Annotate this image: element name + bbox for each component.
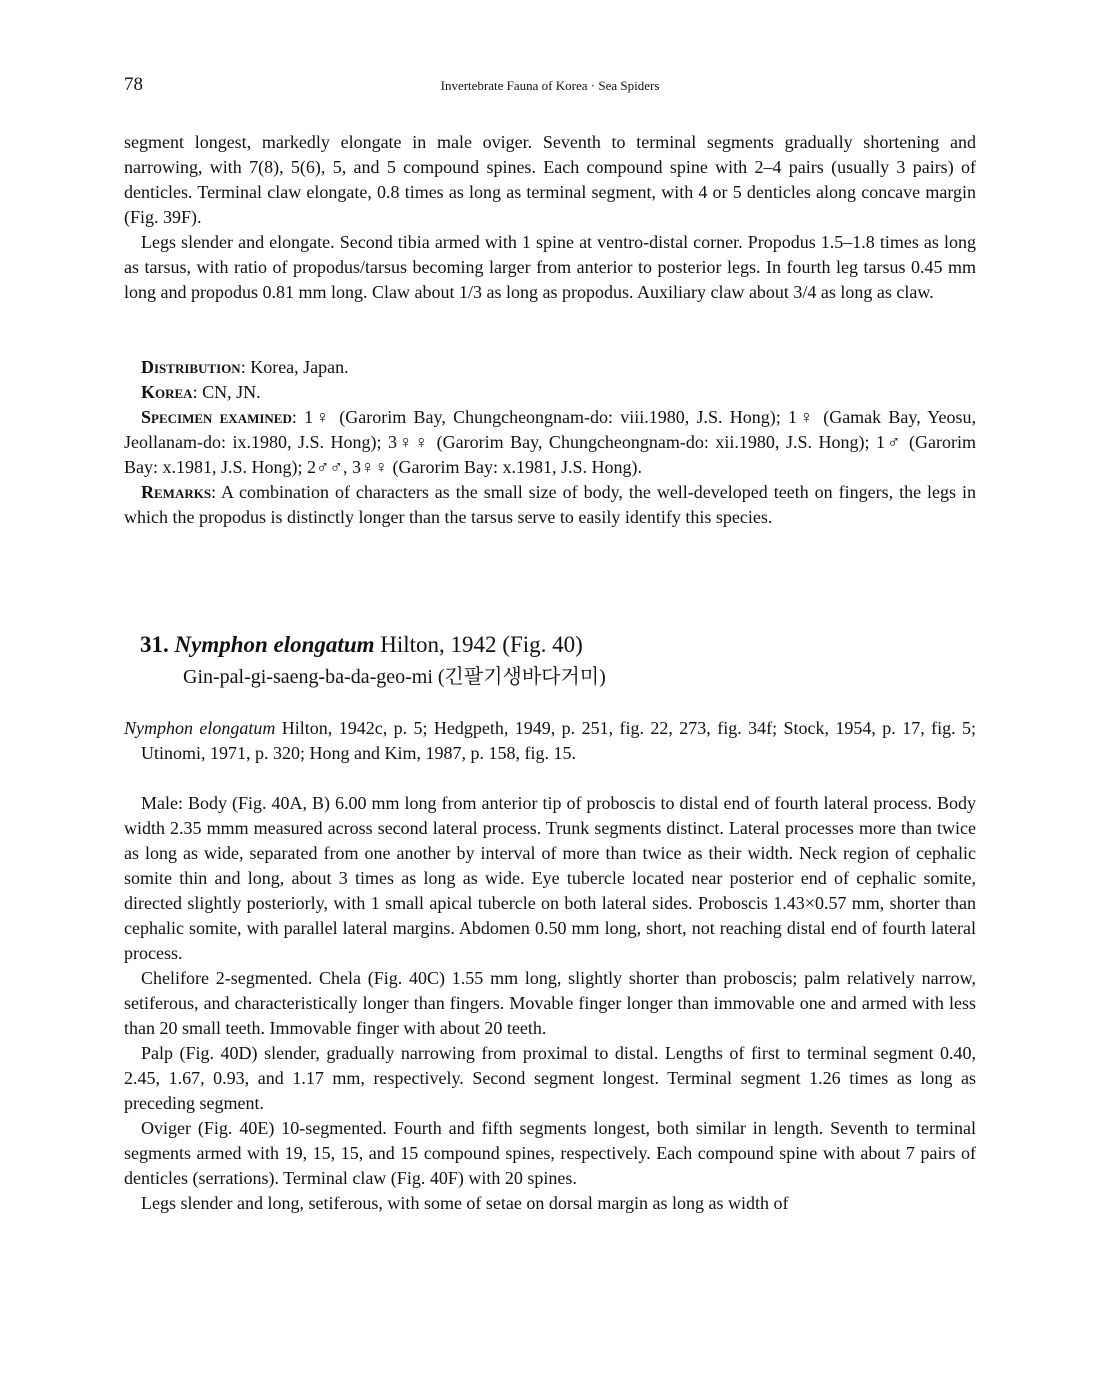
male-body-paragraph: Male: Body (Fig. 40A, B) 6.00 mm long from anterior tip of proboscis to distal end of fourth lateral process. Body width 2.35 mmm measured across second lateral process. Trunk segments distinct. Lateral processes more than twice as long as wide, separated from one another by interval of more than twice as their width. Neck region of cephalic somite thin and long, about 3 times as long as wide. Eye tubercle located near posterior end of cephalic somite, directed slightly posteriorly, with 1 small apical tubercle on both lateral sides. Proboscis 1.43×0.57 mm, shorter than cephalic somite, with parallel lateral margins. Abdomen 0.50 mm long, short, not reaching distal end of fourth lateral process.: [124, 793, 976, 963]
chelifore-paragraph: Chelifore 2-segmented. Chela (Fig. 40C) 1.55 mm long, slightly shorter than proboscis; palm relatively narrow, setiferous, and characteristically longer than fingers. Movable finger longer than immovable one and armed with less than 20 small teeth. Immovable finger with about 20 teeth.: [124, 968, 976, 1038]
distribution-label: Distribution: [141, 357, 241, 377]
specimen-line: [124, 405, 976, 480]
korea-text: : CN, JN.: [192, 382, 261, 402]
species-heading: [140, 630, 583, 660]
remarks-label: Remarks: [141, 482, 212, 502]
records-section: [124, 355, 976, 530]
distribution-line: [124, 355, 976, 380]
oviger-paragraph: segment longest, markedly elongate in male oviger. Seventh to terminal segments gradually shortening and narrowing, with 7(8), 5(6), 5, and 5 compound spines. Each compound spine with 2–4 pairs (usually 3 pairs) of denticles. Terminal claw elongate, 0.8 times as long as terminal segment, with 4 or 5 denticles along concave margin (Fig. 39F).: [124, 132, 976, 227]
remarks-text: : A combination of characters as the small size of body, the well-developed teeth on fingers, the legs in which the propodus is distinctly longer than the tarsus serve to easily identify this species.: [124, 482, 976, 527]
korean-common-name: Gin-pal-gi-saeng-ba-da-geo-mi (긴팔기생바다거미): [183, 666, 606, 688]
species-name: Nymphon elongatum: [174, 632, 375, 657]
oviger-description-paragraph: Oviger (Fig. 40E) 10-segmented. Fourth and fifth segments longest, both similar in length. Seventh to terminal segments armed with 19, 15, 15, and 15 compound spines, respectively. Each compound spine with about 7 pairs of denticles (serrations). Terminal claw (Fig. 40F) with 20 spines.: [124, 1118, 976, 1188]
legs-description-paragraph: Legs slender and long, setiferous, with some of setae on dorsal margin as long as width of: [141, 1193, 789, 1213]
synonymy-entry: [124, 716, 976, 766]
synonymy-name: Nymphon elongatum: [124, 718, 276, 738]
running-head: Invertebrate Fauna of Korea · Sea Spiders: [440, 78, 660, 93]
distribution-text: : Korea, Japan.: [240, 357, 349, 377]
synonymy-text: Hilton, 1942c, p. 5; Hedgpeth, 1949, p. 251, fig. 22, 273, fig. 34f; Stock, 1954, p. 17, fig. 5; Utinomi, 1971, p. 320; Hong and Kim, 1987, p. 158, fig. 15.: [141, 718, 977, 763]
species-author: Hilton, 1942 (Fig. 40): [374, 632, 583, 657]
previous-species-description: [124, 130, 976, 305]
palp-paragraph: Palp (Fig. 40D) slender, gradually narrowing from proximal to distal. Lengths of first to terminal segment 0.40, 2.45, 1.67, 0.93, and 1.17 mm, respectively. Second segment longest. Terminal segment 1.26 times as long as preceding segment.: [124, 1043, 976, 1113]
legs-paragraph: Legs slender and elongate. Second tibia armed with 1 spine at ventro-distal corner. Propodus 1.5–1.8 times as long as tarsus, with ratio of propodus/tarsus becoming larger from anterior to posterior legs. In fourth leg tarsus 0.45 mm long and propodus 0.81 mm long. Claw about 1/3 as long as propodus. Auxiliary claw about 3/4 as long as claw.: [124, 232, 976, 302]
korea-label: Korea: [141, 382, 193, 402]
korea-line: [124, 380, 976, 405]
species-description: [124, 791, 976, 1216]
remarks-line: [124, 480, 976, 530]
species-number: 31.: [140, 632, 169, 657]
specimen-text: : 1♀ (Garorim Bay, Chungcheongnam-do: viii.1980, J.S. Hong); 1♀ (Gamak Bay, Yeosu, Jeollanam-do: ix.1980, J.S. Hong); 3♀♀ (Garorim Bay, Chungcheongnam-do: xii.1980, J.S. Hong); 1♂ (Garorim Bay: x.1981, J.S. Hong); 2♂♂, 3♀♀ (Garorim Bay: x.1981, J.S. Hong).: [124, 407, 976, 477]
page-number: 78: [124, 74, 143, 95]
specimen-label: Specimen examined: [141, 407, 292, 427]
synonymy: [124, 716, 976, 766]
